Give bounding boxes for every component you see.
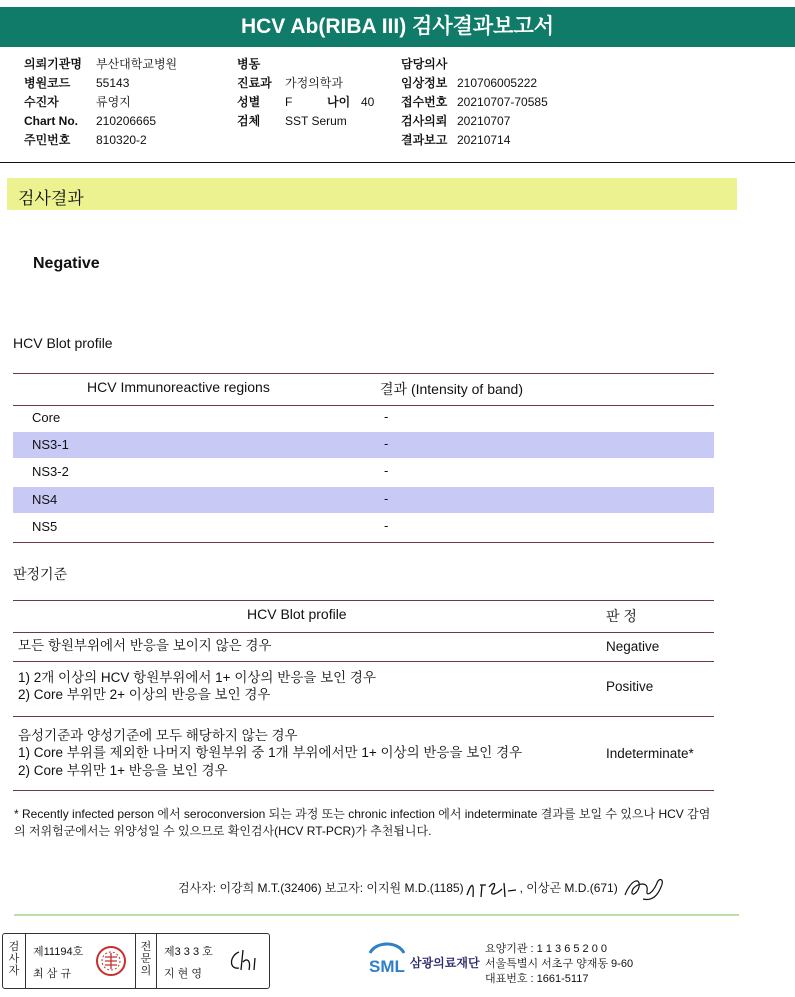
org-name: 삼광의료재단	[410, 956, 480, 970]
handwritten-signature-1	[464, 877, 520, 901]
info-label: 담당의사	[401, 57, 448, 71]
info-label: 의뢰기관명	[24, 57, 82, 71]
info-label: 임상정보	[401, 76, 448, 90]
table-row	[13, 487, 714, 513]
result-cell: -	[384, 518, 389, 533]
profile-title: HCV Blot profile	[13, 335, 113, 351]
info-label: 검체	[237, 114, 261, 128]
region-cell: NS3-2	[32, 464, 69, 479]
info-label: 나이	[327, 95, 351, 109]
profile-header-result: 결과 (Intensity of band)	[380, 381, 523, 397]
info-value: 210706005222	[457, 76, 538, 90]
result-cell: -	[384, 463, 389, 478]
stamp-divider	[156, 934, 157, 988]
result-value: Negative	[33, 255, 100, 272]
verdict-cell: Positive	[606, 679, 654, 694]
info-column-2	[237, 55, 374, 131]
seal-icon	[95, 945, 127, 977]
stamp-name-2: 지 현 영	[164, 968, 202, 980]
info-value: 55143	[96, 76, 130, 90]
criteria-header-profile: HCV Blot profile	[247, 606, 347, 622]
criteria-line: 2) Core 부위만 1+ 반응을 보인 경우	[18, 763, 228, 778]
criteria-line: 1) Core 부위를 제외한 나머지 항원부위 중 1개 부위에서만 1+ 이상의 반응을 보인 경우	[18, 745, 523, 760]
region-cell: NS4	[32, 492, 58, 507]
signature-line	[178, 873, 671, 905]
table-rule	[13, 790, 714, 791]
handwritten-signature-3	[225, 946, 265, 976]
table-row	[13, 405, 714, 431]
info-label: 결과보고	[401, 133, 448, 147]
info-value: F	[285, 95, 293, 109]
handwritten-signature-2	[621, 873, 671, 905]
info-value: SST Serum	[285, 114, 347, 128]
info-value: 810320-2	[96, 133, 147, 147]
region-cell: NS5	[32, 519, 58, 534]
info-label: 진료과	[237, 76, 272, 90]
criteria-line: 1) 2개 이상의 HCV 항원부위에서 1+ 이상의 반응을 보인 경우	[18, 670, 376, 685]
info-label: 주민번호	[24, 133, 71, 147]
info-value: 40	[361, 95, 375, 109]
org-phone: 대표번호 : 1661-5117	[485, 973, 589, 985]
logo-text: SML	[369, 957, 405, 976]
info-value: 20210714	[457, 133, 511, 147]
criteria-line: 모든 항원부위에서 반응을 보이지 않은 경우	[18, 638, 272, 653]
info-label: 병동	[237, 57, 261, 71]
info-label: 검사의뢰	[401, 114, 448, 128]
info-label: 병원코드	[24, 76, 71, 90]
table-rule	[13, 632, 714, 633]
info-value: 가정의학과	[285, 76, 343, 90]
table-row	[13, 459, 714, 485]
info-label: Chart No.	[24, 114, 78, 128]
verdict-cell: Indeterminate*	[606, 746, 694, 761]
info-value: 20210707	[457, 114, 511, 128]
table-rule	[13, 661, 714, 662]
report-title: HCV Ab(RIBA III) 검사결과보고서	[0, 7, 795, 47]
table-rule	[13, 716, 714, 717]
stamp-divider	[25, 934, 26, 988]
info-value: 20210707-70585	[457, 95, 548, 109]
section-title: 검사결과	[18, 189, 84, 208]
signature-text: , 이상곤 M.D.(671)	[519, 881, 618, 896]
table-rule	[13, 373, 714, 374]
table-row	[13, 432, 714, 458]
table-rule	[13, 542, 714, 543]
table-rule	[13, 600, 714, 601]
info-divider	[0, 162, 795, 163]
stamp-divider	[135, 934, 136, 988]
info-value: 부산대학교병원	[96, 57, 178, 71]
result-cell: -	[384, 491, 389, 506]
info-label: 수진자	[24, 95, 59, 109]
criteria-title: 판정기준	[13, 566, 68, 582]
info-column-1	[24, 55, 177, 150]
info-value: 류영지	[96, 95, 131, 109]
section-bar	[7, 178, 737, 210]
footer-rule	[14, 914, 739, 916]
stamp-cert-2: 제3 3 3 호	[164, 946, 213, 958]
info-column-3	[401, 55, 548, 150]
stamp-cert-1: 제11194호	[33, 946, 84, 958]
sml-logo-icon	[366, 939, 408, 977]
certification-box	[2, 933, 270, 989]
region-cell: Core	[32, 410, 61, 425]
result-cell: -	[384, 409, 389, 424]
stamp-label-examiner: 검사자	[8, 941, 20, 977]
region-cell: NS3-1	[32, 437, 69, 452]
result-cell: -	[384, 436, 389, 451]
stamp-label-specialist: 전문의	[140, 941, 152, 977]
profile-header-region: HCV Immunoreactive regions	[87, 379, 270, 395]
footnote: * Recently infected person 에서 seroconversion 되는 과정 또는 chronic infection 에서 indeterminate 결과를 보일 수 있으나 HCV 감염의 저위험군에서는 위양성일 수 있으므로 확인검사(HCV RT-PCR)가 추천됩니다.	[14, 807, 711, 838]
criteria-line: 음성기준과 양성기준에 모두 해당하지 않는 경우	[18, 728, 298, 743]
criteria-header-verdict: 판 정	[606, 608, 637, 624]
signature-text: 검사자: 이강희 M.T.(32406) 보고자: 이지원 M.D.(1185)	[178, 881, 464, 896]
stamp-name-1: 최 삼 규	[33, 968, 71, 980]
info-label: 접수번호	[401, 95, 448, 109]
criteria-line: 2) Core 부위만 2+ 이상의 반응을 보인 경우	[18, 687, 271, 702]
info-label: 성별	[237, 95, 261, 109]
table-row	[13, 514, 714, 540]
org-code: 요양기관 : 1 1 3 6 5 2 0 0	[485, 943, 608, 955]
info-value: 210206665	[96, 114, 157, 128]
verdict-cell: Negative	[606, 639, 660, 654]
org-address: 서울특별시 서초구 양재동 9-60	[485, 958, 634, 970]
